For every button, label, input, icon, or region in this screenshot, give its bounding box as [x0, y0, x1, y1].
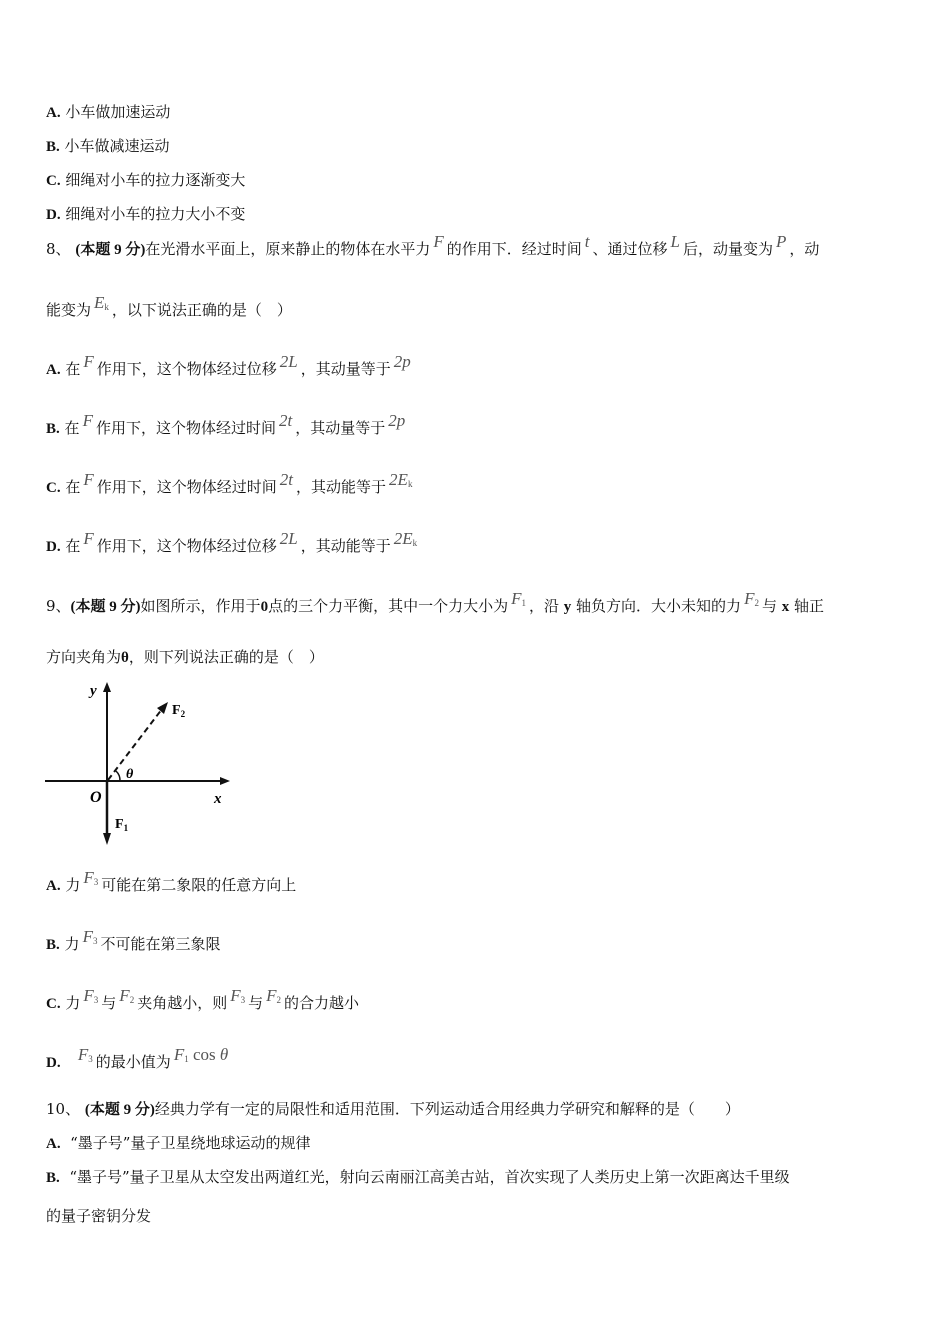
q8-stem-line1: 8、 (本题 9 分)在光滑水平面上，原来静止的物体在水平力 F 的作用下．经过时间 t 、通过位移 L 后，动量变为 P ，动	[46, 232, 820, 258]
q7-option-a: A. 小车做加速运动	[46, 103, 171, 121]
q9-symbol-f2: $F_2$	[744, 589, 759, 608]
origin-label: O	[90, 789, 102, 806]
f1-label: $F_1$	[115, 817, 129, 833]
q9-stem-line2: 方向夹角为θ，则下列说法正确的是（ ）	[46, 648, 324, 666]
q8-symbol-ek: $E_k$	[94, 293, 109, 312]
q7-option-b: B. 小车做减速运动	[46, 137, 170, 155]
q10-option-b-continued: 的量子密钥分发	[46, 1207, 152, 1225]
x-axis-arrow-icon	[220, 777, 230, 785]
q9-d-f3: $F_3$	[77, 1045, 93, 1064]
f1-arrow-icon	[103, 833, 111, 845]
q8-stem-line2: 能变为 $E_k$ ，以下说法正确的是（ ）	[46, 293, 292, 319]
q8-option-c-result: $2E_k$	[389, 470, 413, 489]
q9-c-f3: $F_3$	[83, 986, 99, 1005]
q9-stem-line1: 9、(本题 9 分)如图所示，作用于0点的三个力平衡，其中一个力大小为 $F_1$ ，沿 y 轴负方向．大小未知的力 $F_2$ 与 x 轴正	[46, 589, 825, 615]
q10-option-b: B. “墨子号”量子卫星从太空发出两道红光，射向云南丽江高美古站，首次实现了人类历史上第一次距离达千里级	[46, 1168, 790, 1186]
y-axis-label: y	[90, 683, 97, 699]
theta-arc	[116, 771, 120, 781]
q9-option-c: C. 力 $F_3$ 与 $F_2$ 夹角越小，则 $F_3$ 与 $F_2$ 的合力越小	[46, 986, 360, 1012]
q7-option-c: C. 细绳对小车的拉力逐渐变大	[46, 171, 246, 189]
y-axis-arrow-icon	[103, 682, 111, 692]
q9-option-b: B. 力 $F_3$ 不可能在第三象限	[46, 927, 221, 953]
q10-option-a: A. “墨子号”量子卫星绕地球运动的规律	[46, 1134, 311, 1152]
q7-option-d: D. 细绳对小车的拉力大小不变	[46, 205, 246, 223]
q9-option-d: D. $F_3$ 的最小值为 $F_1$ cos θ	[46, 1045, 229, 1071]
q9-c-f2b: $F_2$	[266, 986, 281, 1005]
f2-vector	[108, 709, 162, 780]
theta-label: θ	[126, 767, 134, 782]
q9-c-f3b: $F_3$	[230, 986, 246, 1005]
q8-option-a: A. 在 F 作用下，这个物体经过位移 2L ，其动量等于 2p	[46, 352, 411, 378]
q9-a-f3: $F_3$	[83, 868, 99, 887]
q9-c-f2: $F_2$	[119, 986, 135, 1005]
q10-stem: 10、 (本题 9 分)经典力学有一定的局限性和适用范围．下列运动适合用经典力学研究和解释的是（ ）	[46, 1100, 740, 1118]
q8-option-b: B. 在 F 作用下，这个物体经过时间 2t ，其动量等于 2p	[46, 411, 406, 437]
q8-option-d-result: $2E_k$	[393, 529, 418, 548]
force-diagram	[40, 678, 240, 850]
q9-b-f3: $F_3$	[82, 927, 98, 946]
x-axis-label: x	[214, 791, 222, 807]
q9-d-expression: $F_1$ cos θ	[173, 1045, 229, 1064]
q9-option-a: A. 力 $F_3$ 可能在第二象限的任意方向上	[46, 868, 297, 894]
q9-symbol-f1: $F_1$	[511, 589, 526, 608]
q8-option-c: C. 在 F 作用下，这个物体经过时间 2t ，其动能等于 $2E_k$	[46, 470, 413, 496]
q8-option-d: D. 在 F 作用下，这个物体经过位移 2L ，其动能等于 $2E_k$	[46, 529, 418, 555]
f2-label: $F_2$	[172, 703, 186, 719]
